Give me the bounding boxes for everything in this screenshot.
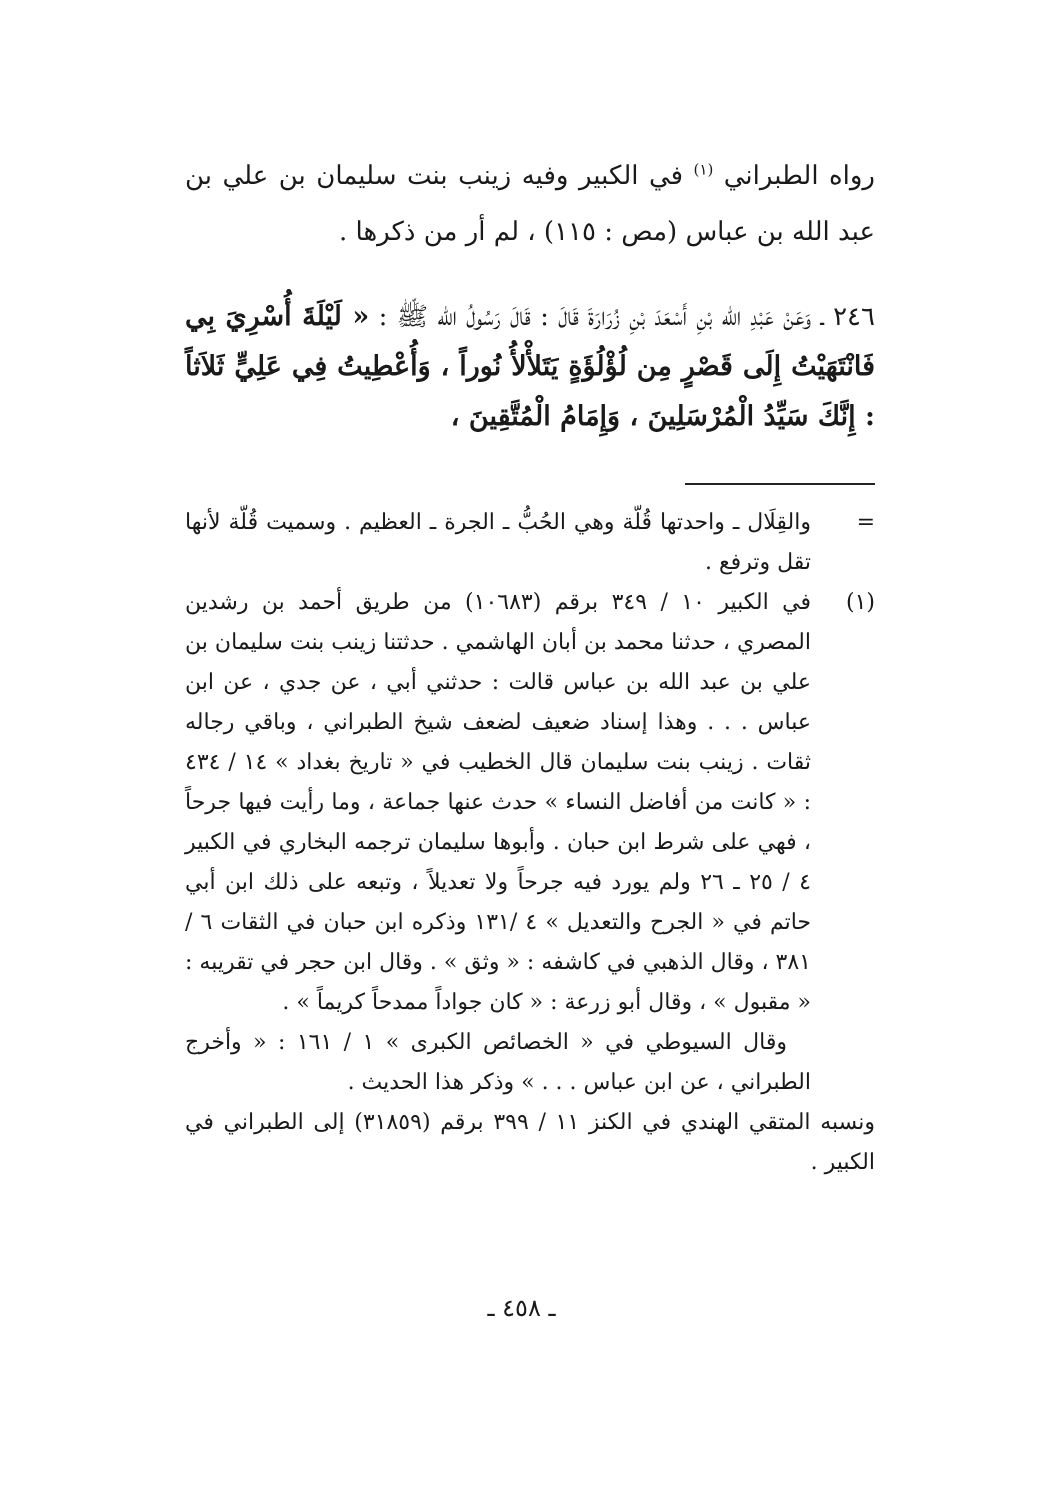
continuation-marker: = bbox=[856, 510, 875, 535]
footnote-1-paragraph-3: ونسبه المتقي الهندي في الكنز ١١ / ٣٩٩ برقم (٣١٨٥٩) إلى الطبراني في الكبير . bbox=[185, 1110, 875, 1175]
footnote-1-marker: (١) bbox=[845, 590, 875, 615]
footnote-1-paragraph-1: في الكبير ١٠ / ٣٤٩ برقم (١٠٦٨٣) من طريق أحمد بن رشدين المصري ، حدثنا محمد بن أبان الهاشمي . حدثتنا زينب بنت سليمان بن علي بن عبد الله بن عباس قالت : حدثني أبي ، عن جدي ، عن ابن عباس . . . وهذا إسناد ضعيف لضعف شيخ الطبراني ، وباقي رجاله ثقات . زينب بنت سليمان قال الخطيب في « تاريخ بغداد » ١٤ / ٤٣٤ : « كانت من أفاضل النساء » حدث عنها جماعة ، وما رأيت فيها جرحاً ، فهي على شرط ابن حبان . وأبوها سليمان ترجمه البخاري في الكبير ٤ / ٢٥ ـ ٢٦ ولم يورد فيه جرحاً ولا تعديلاً ، وتبعه على ذلك ابن أبي حاتم في « الجرح والتعديل » ٤ /١٣١ وذكره ابن حبان في الثقات ٦ / ٣٨١ ، وقال الذهبي في كاشفه : « وثق » . وقال ابن حجر في تقريبه : « مقبول » ، وقال أبو زرعة : « كان جواداً ممدحاً كريماً » . bbox=[185, 590, 812, 1015]
hadith-paragraph bbox=[185, 292, 875, 442]
footnote-1-paragraph-2: وقال السيوطي في « الخصائص الكبرى » ١ / ١٦١ : « وأخرج الطبراني ، عن ابن عباس . . . » وذكر هذا الحديث . bbox=[185, 1030, 811, 1095]
main-text-after-ref: في الكبير وفيه زينب بنت سليمان بن علي بن عبد الله بن عباس (مص : ١١٥) ، لم أر من ذكرها . bbox=[185, 161, 875, 247]
page-number: ـ ٤٥٨ ـ bbox=[487, 1294, 556, 1322]
footnote-separator bbox=[685, 483, 875, 485]
hadith-intro: ٢٤٦ ـ وَعَنْ عَبْدِ الله بْنِ أَسْعَدَ بْنِ زُرَارَةَ قَالَ : قَالَ رَسُولُ الله ﷺ : bbox=[369, 302, 875, 332]
footnote-1 bbox=[185, 583, 875, 1103]
footnote-continuation bbox=[185, 503, 875, 583]
hadith-prophet-words: « لَيْلَةَ أُسْرِيَ بِي فَانْتَهَيْتُ إِلَى قَصْرٍ مِن لُؤْلُؤَةٍ يَتَلأْلأُ نُوراً ، وَأُعْطِيتُ فِي عَلِيٍّ ثَلاَثاً : إِنَّكَ سَيِّدُ الْمُرْسَلِينَ ، وَإِمَامُ الْمُتَّقِينَ ، bbox=[185, 301, 875, 432]
footnote-ref-1: (١) bbox=[693, 160, 714, 179]
main-text-before-ref: رواه الطبراني bbox=[723, 161, 875, 191]
main-paragraph bbox=[185, 148, 875, 260]
footnotes-section bbox=[185, 503, 875, 1183]
continuation-text: والقِلَال ـ واحدتها قُلّة وهي الحُبُّ ـ الجرة ـ العظيم . وسميت قُلّة لأنها تقل وترفع . bbox=[185, 510, 811, 575]
